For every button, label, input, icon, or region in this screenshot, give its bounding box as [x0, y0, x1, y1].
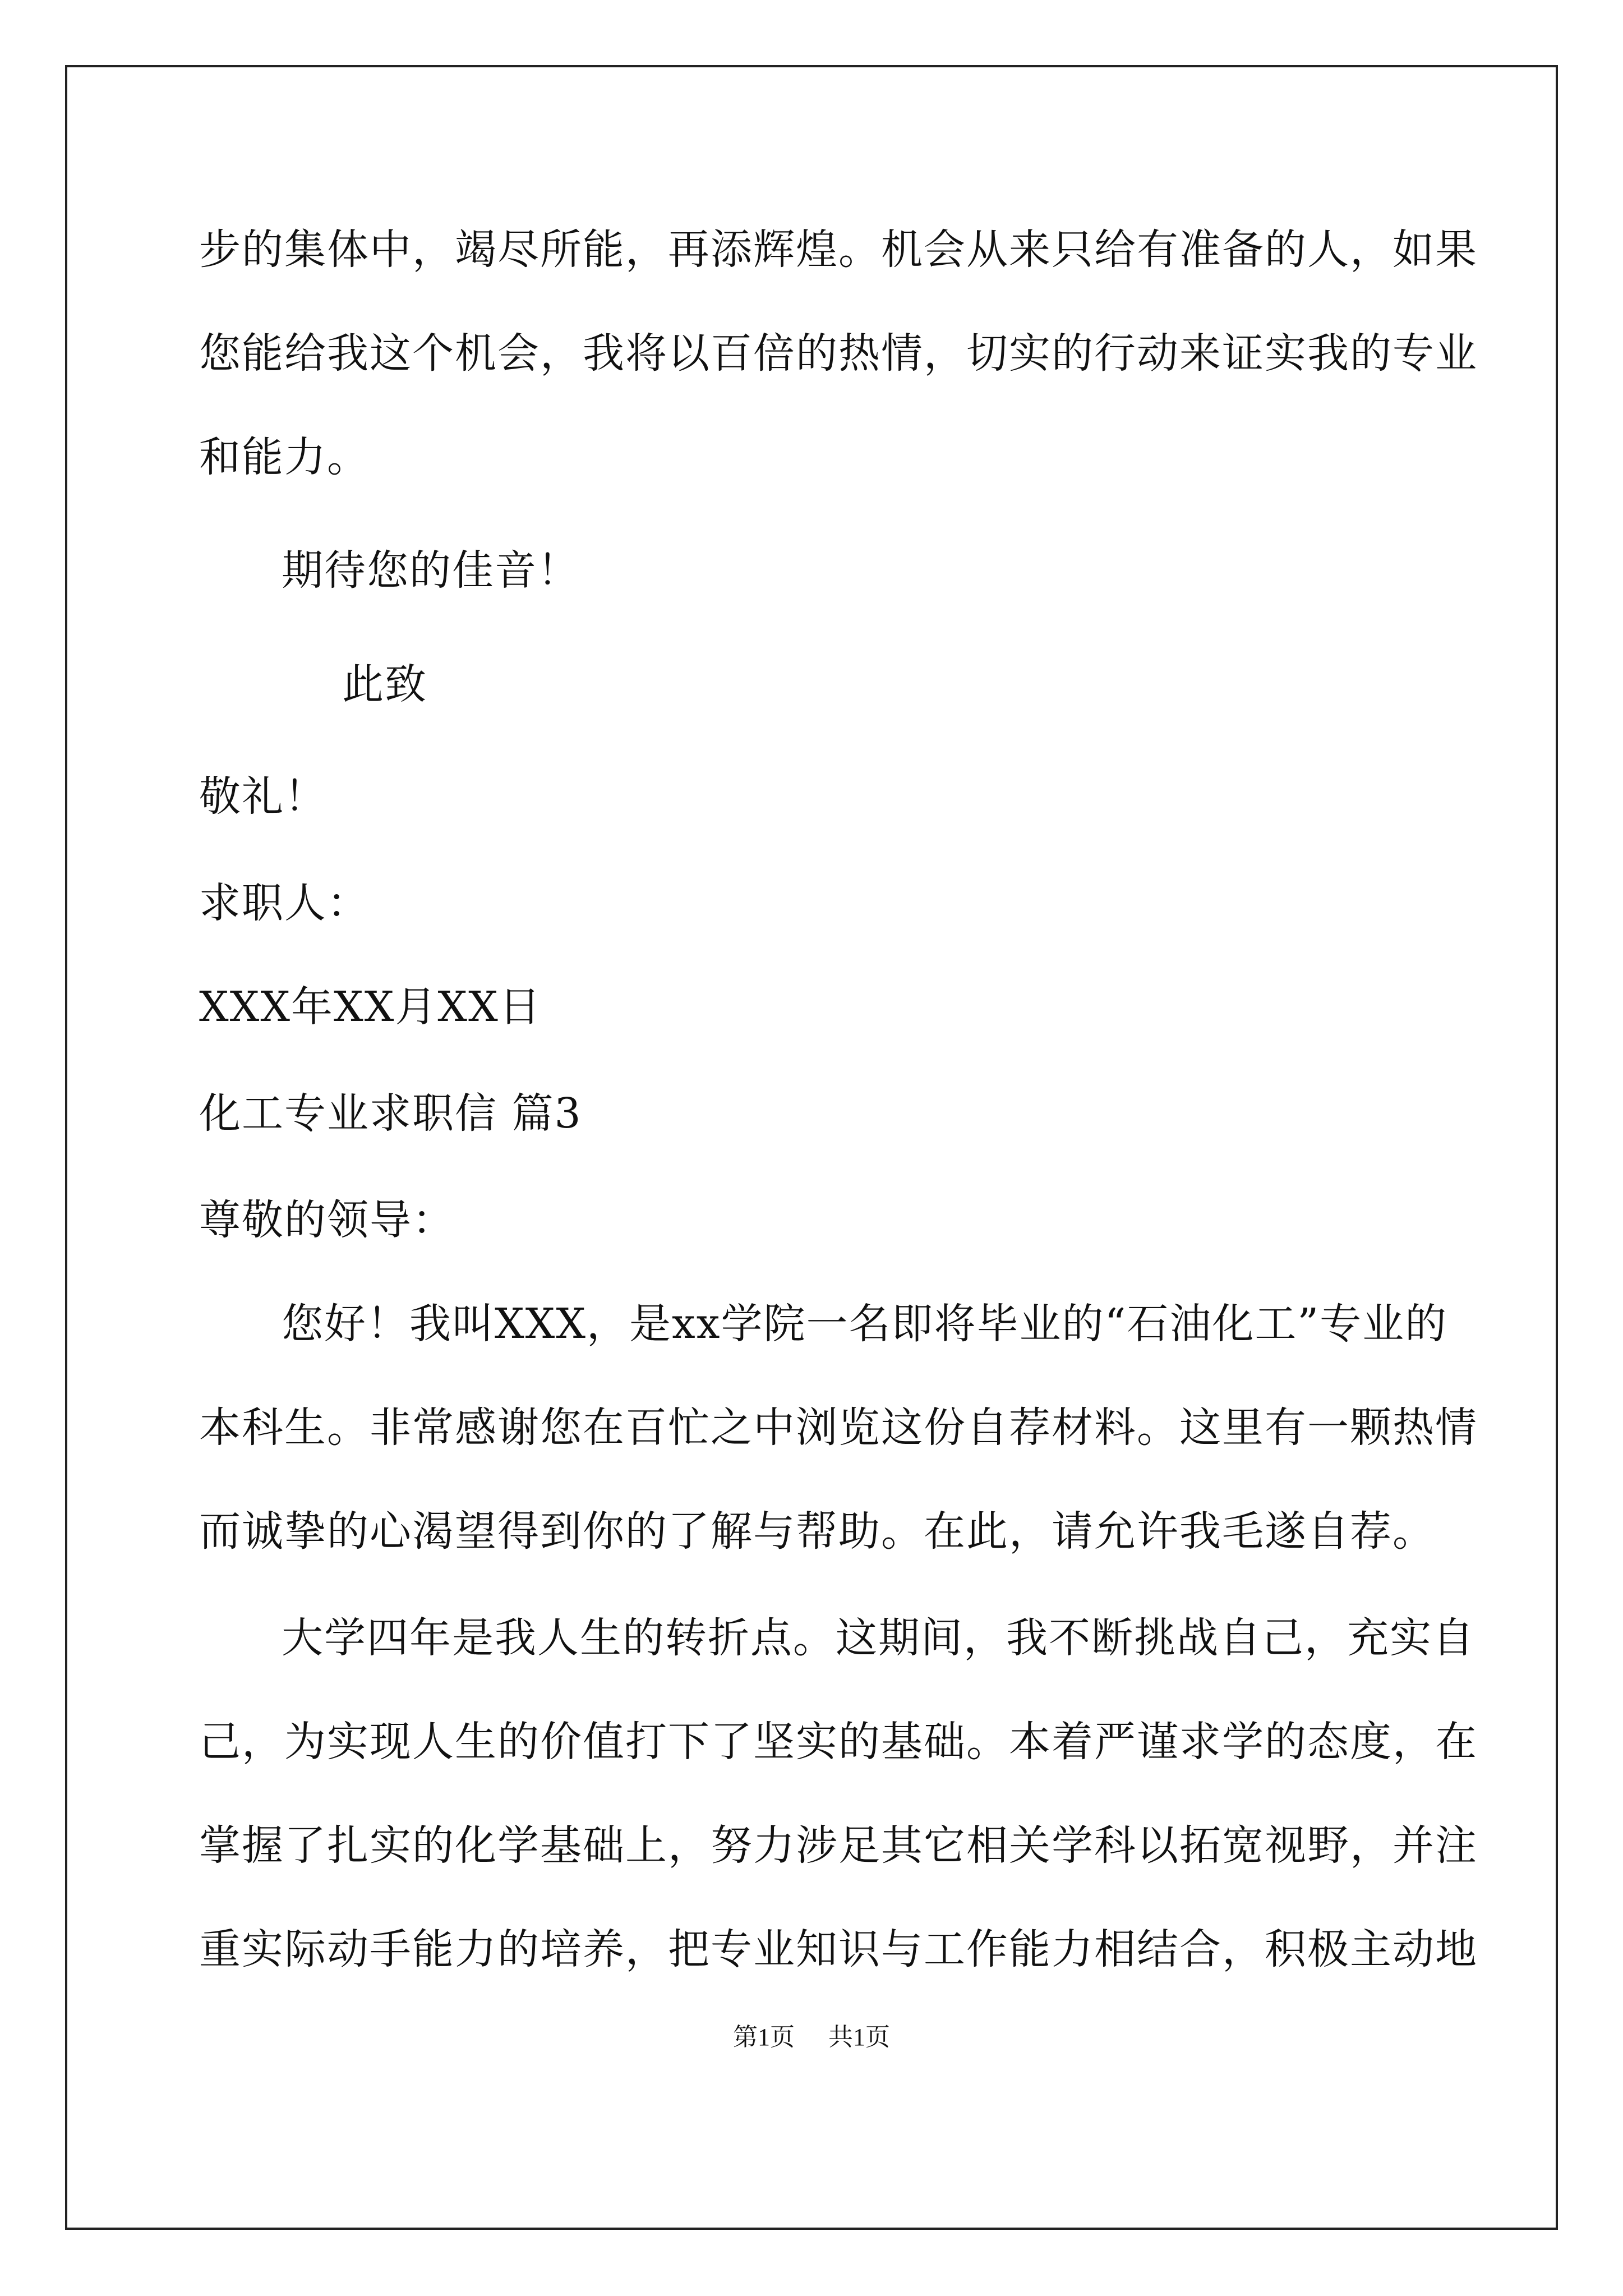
- paragraph-line: 大学四年是我人生的转折点。这期间，我不断挑战自己，充实自: [282, 1614, 1475, 1662]
- greeting-line: 尊敬的领导：: [199, 1196, 455, 1244]
- date-line: XXX年XX月XX日: [199, 983, 542, 1031]
- page-frame: [65, 65, 1558, 2230]
- respect-line: 敬礼！: [199, 772, 327, 821]
- page-number-current: 第1页: [733, 2023, 795, 2051]
- page-footer: [0, 2021, 1623, 2054]
- closing-wish: 期待您的佳音！: [282, 546, 580, 595]
- salutation-closing: 此致: [342, 660, 427, 708]
- paragraph-line: 而诚挚的心渴望得到你的了解与帮助。在此，请允许我毛遂自荐。: [199, 1507, 1435, 1556]
- paragraph-line: 重实际动手能力的培养，把专业知识与工作能力相结合，积极主动地: [199, 1925, 1478, 1973]
- section-heading: 化工专业求职信 篇3: [199, 1089, 582, 1138]
- paragraph-line: 和能力。: [199, 433, 370, 481]
- applicant-label: 求职人：: [199, 879, 370, 927]
- paragraph-line: 本科生。非常感谢您在百忙之中浏览这份自荐材料。这里有一颗热情: [199, 1404, 1478, 1452]
- paragraph-line: 己，为实现人生的价值打下了坚实的基础。本着严谨求学的态度，在: [199, 1718, 1478, 1766]
- paragraph-line: 掌握了扎实的化学基础上，努力涉足其它相关学科以拓宽视野，并注: [199, 1821, 1478, 1870]
- page-number-total: 共1页: [828, 2023, 890, 2051]
- paragraph-line: 您能给我这个机会，我将以百倍的热情，切实的行动来证实我的专业: [199, 329, 1478, 378]
- paragraph-line: 您好！我叫XXX，是xx学院一名即将毕业的“石油化工”专业的: [282, 1300, 1448, 1348]
- paragraph-line: 步的集体中，竭尽所能，再添辉煌。机会从来只给有准备的人，如果: [199, 226, 1478, 274]
